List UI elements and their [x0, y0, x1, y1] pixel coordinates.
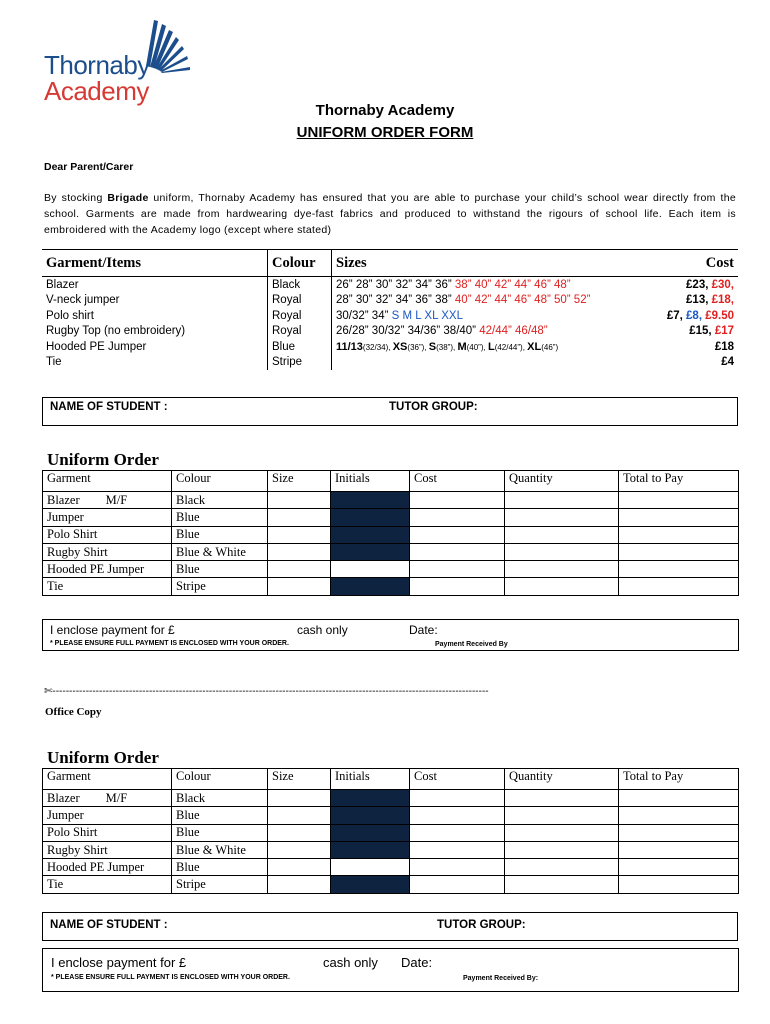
student-name-label: NAME OF STUDENT :: [50, 401, 168, 413]
logo-line-2: Academy: [44, 76, 149, 106]
order-heading: Uniform Order: [47, 450, 159, 469]
table-row: Polo Shirt Blue: [43, 526, 739, 543]
table-row: Rugby Top (no embroidery) Royal 26/28” 30/32” 34/36” 38/40” 42/44” 46/48” £15, £17: [46, 325, 734, 338]
garment-price-table: [42, 249, 738, 372]
payment-note: * PLEASE ENSURE FULL PAYMENT IS ENCLOSED WITH YOUR ORDER.: [50, 640, 289, 647]
school-title: Thornaby Academy: [315, 102, 455, 119]
intro-paragraph: By stocking Brigade uniform, Thornaby Academy has ensured that you are able to purchase your child’s school wear directly from the school. Garments are made from hardwearing dye-fast fabrics and produced to withstand the rigours of school life. Each item is embroidered with the Academy logo (except where stated): [44, 192, 736, 236]
payment-box-office[interactable]: [42, 948, 739, 992]
date-label: Date:: [409, 623, 438, 637]
order-heading-office: Uniform Order: [47, 748, 159, 767]
table-row: Jumper Blue: [43, 807, 739, 824]
table-row: Rugby Shirt Blue & White: [43, 841, 739, 858]
cash-only-label-office: cash only: [323, 955, 378, 970]
tutor-group-label-office: TUTOR GROUP:: [437, 919, 526, 931]
table-row: Tie Stripe: [43, 578, 739, 595]
table-row: Tie Stripe £4: [46, 356, 734, 369]
table-row: Blazer M/F Black: [43, 790, 739, 807]
col-sizes: Sizes: [332, 250, 651, 277]
table-row: V-neck jumper Royal 28” 30” 32” 34” 36” 38” 40” 42” 44” 46” 48” 50” 52” £13, £18,: [46, 294, 734, 307]
order-table-office: Garment Colour Size Initials Cost Quantity Total to Pay Blazer M/F Black Jumper Blue Polo Shirt Blue Rugby Shirt Blue & White Hooded PE Jumper Blue Tie Stripe: [42, 768, 739, 894]
tutor-group-label: TUTOR GROUP:: [389, 401, 478, 413]
table-row: Blazer M/F Black: [43, 492, 739, 509]
salutation: Dear Parent/Carer: [44, 161, 134, 173]
col-colour: Colour: [268, 250, 332, 277]
payment-received-label-office: Payment Received By:: [463, 975, 539, 982]
date-label-office: Date:: [401, 955, 433, 970]
col-garment: Garment/Items: [42, 250, 268, 277]
enclose-payment-label-office: I enclose payment for £: [51, 955, 187, 970]
table-row: Blazer Black 26” 28” 30” 32” 34” 36” 38” 40” 42” 44” 46” 48” £23, £30,: [42, 277, 738, 293]
table-row: Tie Stripe: [43, 876, 739, 893]
table-row: Hooded PE Jumper Blue: [43, 859, 739, 876]
col-cost: Cost: [650, 250, 738, 277]
cut-line: ✄-----------------------------------------------------------------------------------------------------------------------------------: [44, 686, 489, 697]
form-title: UNIFORM ORDER FORM: [296, 124, 474, 141]
table-row: Hooded PE Jumper Blue 11/13(32/34), XS(36”), S(38”), M(40”), L(42/44”), XL(46”) £18: [46, 340, 734, 353]
order-table: Garment Colour Size Initials Cost Quantity Total to Pay Blazer M/F Black Jumper Blue Polo Shirt Blue Rugby Shirt Blue & White Hooded PE Jumper Blue Tie Stripe: [42, 470, 739, 596]
payment-box[interactable]: [42, 619, 739, 651]
office-copy-label: Office Copy: [45, 706, 102, 718]
payment-note-office: * PLEASE ENSURE FULL PAYMENT IS ENCLOSED WITH YOUR ORDER.: [51, 974, 290, 981]
table-row: Rugby Shirt Blue & White: [43, 543, 739, 560]
logo-line-1: Thornaby: [44, 50, 150, 80]
scissors-icon: ✄: [44, 686, 53, 697]
student-name-label-office: NAME OF STUDENT :: [50, 919, 168, 931]
table-row: Hooded PE Jumper Blue: [43, 561, 739, 578]
logo: [44, 18, 194, 108]
student-box-office[interactable]: [42, 912, 738, 941]
enclose-payment-label: I enclose payment for £: [50, 623, 175, 637]
table-row: Polo shirt Royal 30/32” 34” S M L XL XXL £7, £8, £9.50: [46, 309, 734, 322]
table-row: Polo Shirt Blue: [43, 824, 739, 841]
payment-received-label: Payment Received By: [435, 641, 508, 648]
cash-only-label: cash only: [297, 623, 348, 637]
student-box[interactable]: [42, 397, 738, 426]
table-row: Jumper Blue: [43, 509, 739, 526]
